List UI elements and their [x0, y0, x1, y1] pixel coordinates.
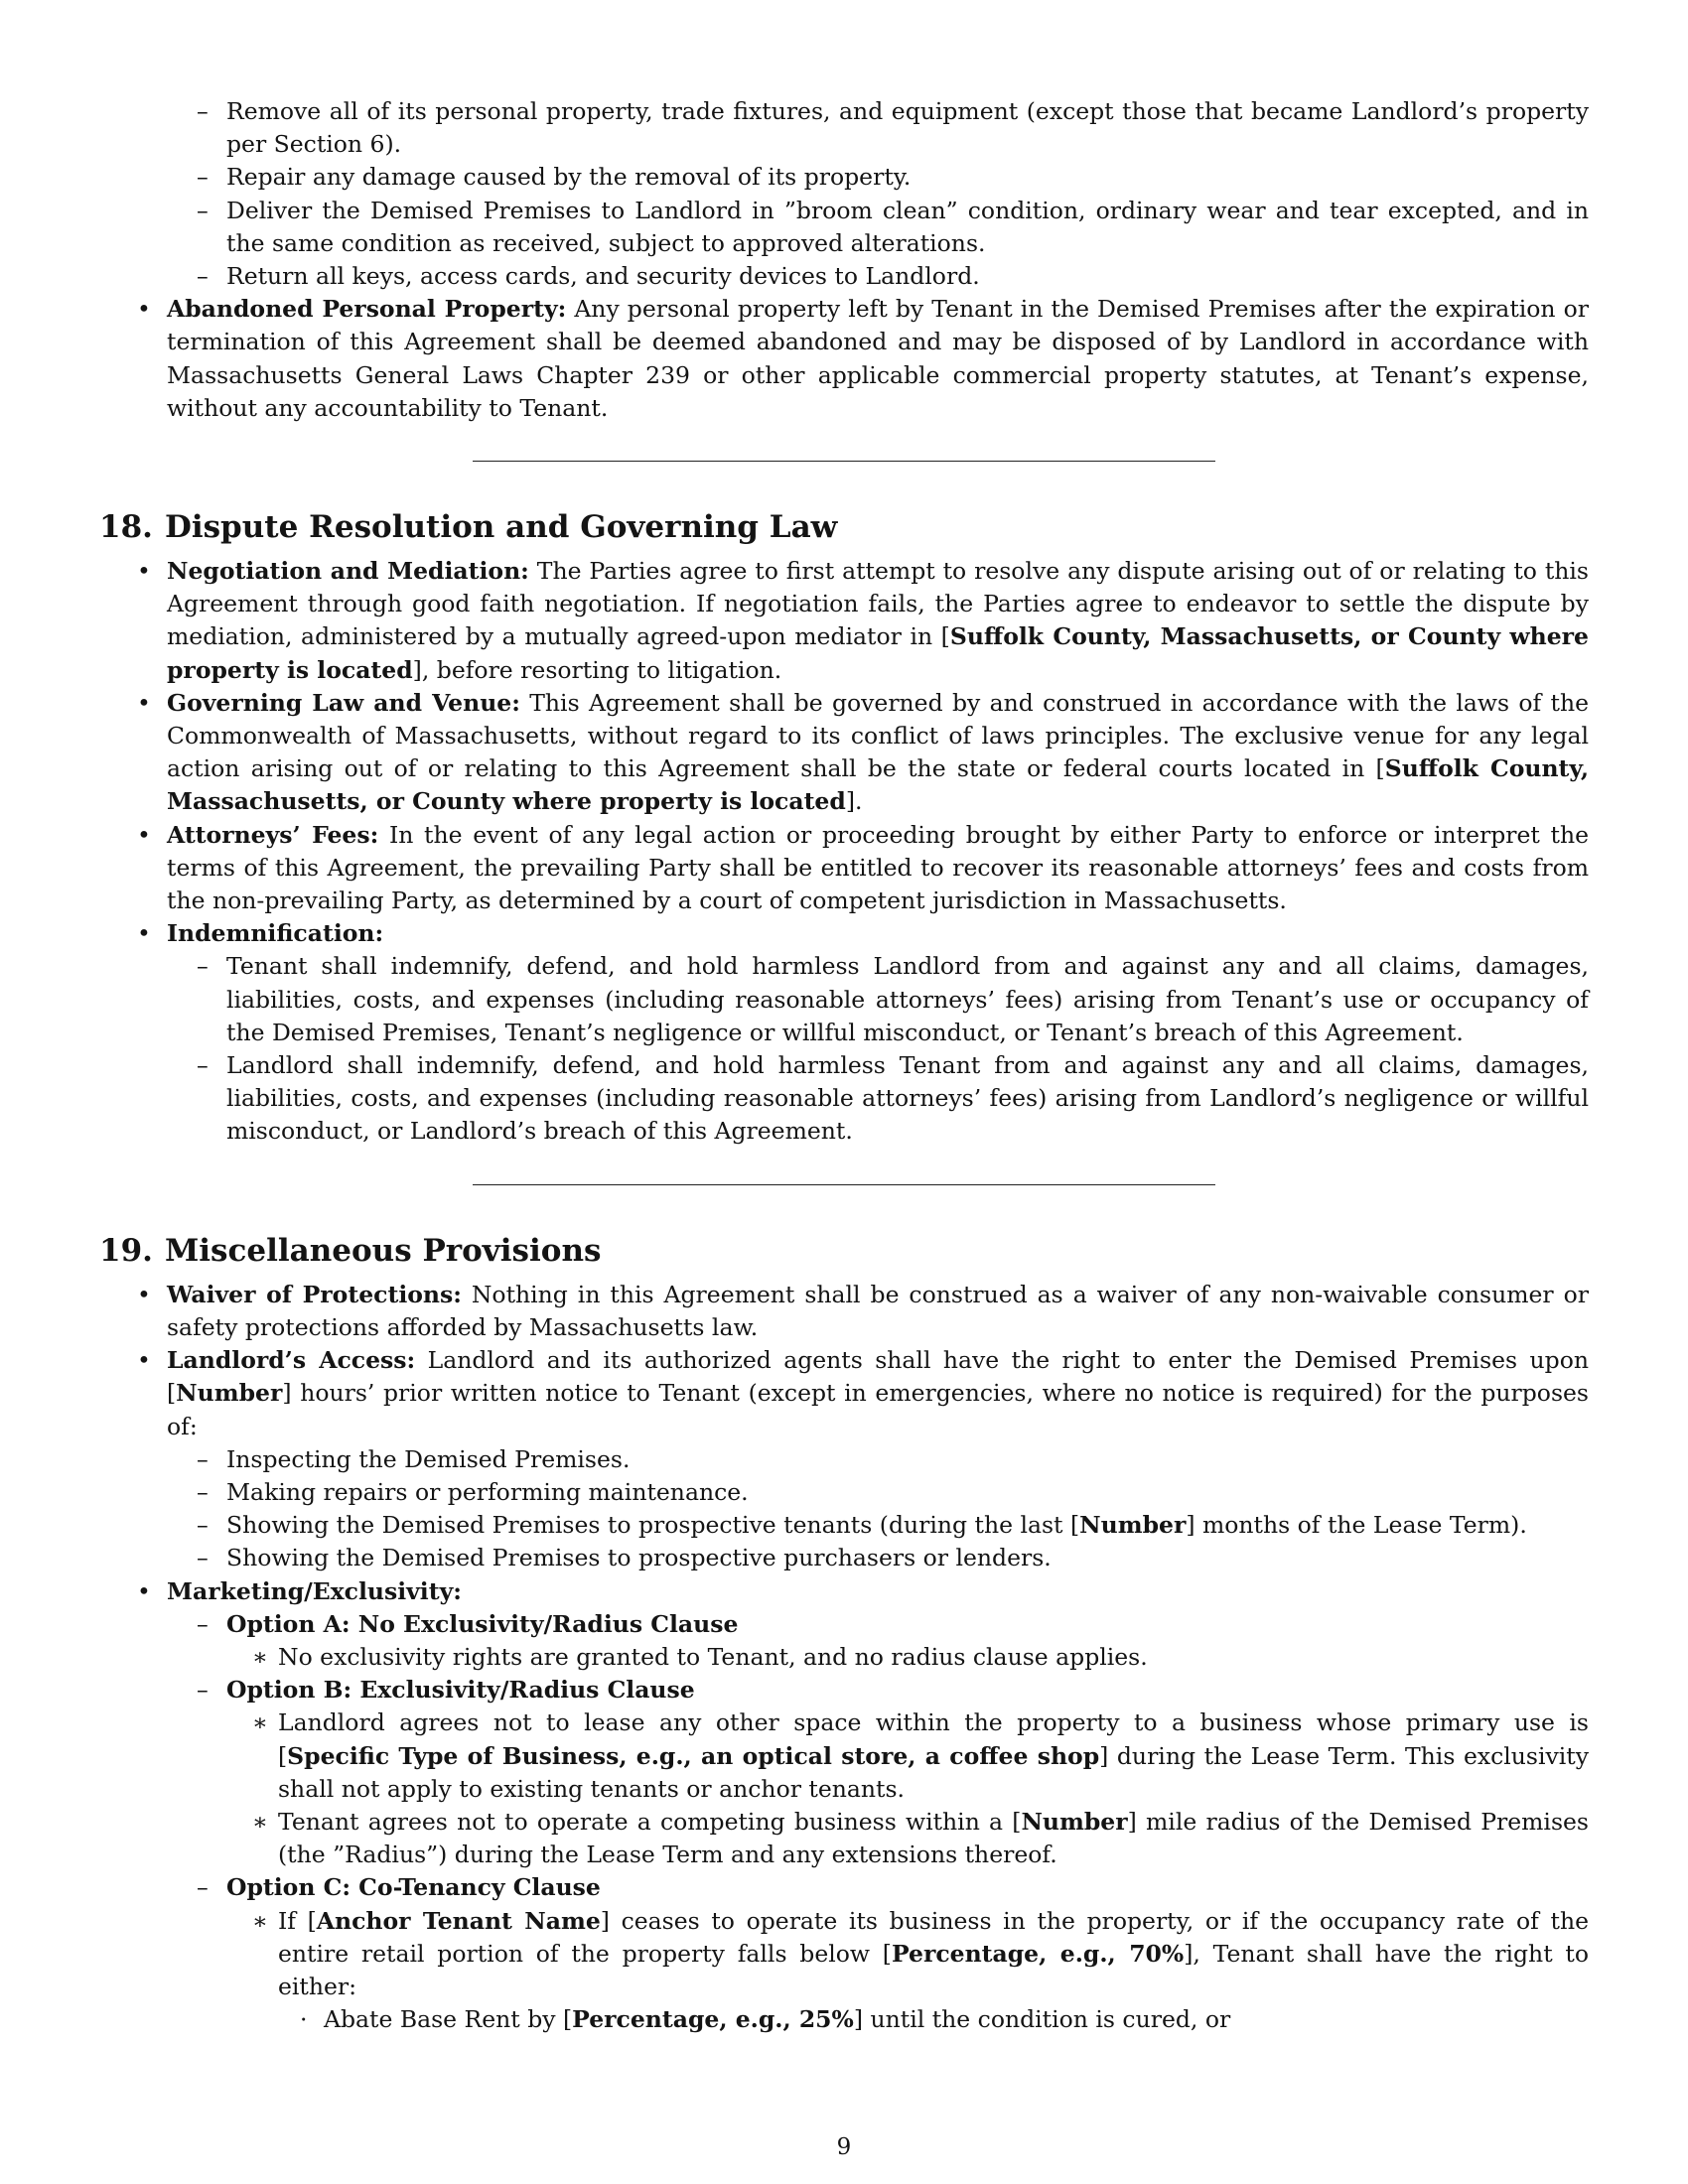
section-title: Dispute Resolution and Governing Law [164, 509, 838, 546]
indemnification-label: Indemnification: [167, 919, 384, 948]
negotiation-end: ], before resorting to litigation. [412, 655, 782, 684]
waiver-label: Waiver of Protections: [167, 1280, 462, 1308]
list-item: – Inspecting the Demised Premises. [167, 1443, 1589, 1476]
option-b-text-end: ] mile radius of the Demised Premises (the ”Radius”) during the Lease Term and any extensions thereof. [278, 1807, 1589, 1869]
section-number: 19. [99, 1232, 153, 1269]
section-19-list [99, 1279, 1589, 2037]
section-18-list [99, 555, 1589, 1149]
abandoned-property-text: Any personal property left by Tenant in the Demised Premises after the expiration or termination of this Agreement shall be deemed abandoned and may be disposed of by Landlord in accordance with Massachusetts General Laws Chapter 239 or other applicable commercial property statutes, at Tenant’s expense, without any accountability to Tenant. [167, 295, 1589, 422]
option-c-text: If [ [278, 1906, 317, 1935]
waiver-item [99, 1279, 1589, 1344]
placeholder-percentage: Percentage, e.g., 25% [572, 2005, 854, 2034]
section-19-heading [99, 1231, 1589, 1271]
list-item: – Remove all of its personal property, trade fixtures, and equipment (except those that became Landlord’s property per Section 6). [99, 95, 1589, 161]
placeholder-county: Suffolk County, Massachusetts, or County where property is located [167, 622, 1589, 684]
option-b-text: Tenant agrees not to operate a competing business within a [ [278, 1807, 1022, 1836]
section-divider [473, 1184, 1215, 1185]
abandoned-property-item [99, 293, 1589, 425]
section-number: 18. [99, 509, 153, 546]
waiver-text: Nothing in this Agreement shall be construed as a waiver of any non-waivable consumer or safety protections afforded by Massachusetts law. [167, 1280, 1589, 1341]
exclusivity-options-list [167, 1608, 1589, 2037]
placeholder-number: Number [176, 1379, 283, 1408]
section-divider [473, 461, 1215, 462]
option-c-list [226, 1905, 1589, 2037]
governing-law-item [99, 687, 1589, 819]
placeholder-number: Number [1079, 1511, 1187, 1540]
option-c-text-mid: ] ceases to operate its business in the property, or if the occupancy rate of the entire retail portion of the property falls below [ [278, 1906, 1589, 1968]
landlord-access-item [99, 1344, 1589, 1574]
option-b-label: Option B: Exclusivity/Radius Clause [226, 1676, 695, 1705]
landlord-access-label: Landlord’s Access: [167, 1346, 416, 1375]
indemnification-item [99, 917, 1589, 1148]
option-b-text: Landlord agrees not to lease any other space within the property to a business whose primary use is [ [278, 1708, 1589, 1770]
landlord-access-text-end: ] hours’ prior written notice to Tenant (except in emergencies, where no notice is required) for the purposes of: [167, 1379, 1589, 1440]
option-b-list [226, 1706, 1589, 1871]
option-a-list [226, 1641, 1589, 1674]
document-page [99, 95, 1589, 2036]
governing-law-label: Governing Law and Venue: [167, 688, 520, 717]
section-title: Miscellaneous Provisions [164, 1232, 602, 1269]
tenants-text: Showing the Demised Premises to prospective tenants (during the last [ [226, 1511, 1080, 1540]
option-c-label: Option C: Co-Tenancy Clause [226, 1873, 601, 1902]
placeholder-percentage: Percentage, e.g., 70% [891, 1939, 1185, 1968]
list-item: – Repair any damage caused by the removal of its property. [99, 161, 1589, 194]
list-item: – Making repairs or performing maintenance. [167, 1476, 1589, 1509]
negotiation-label: Negotiation and Mediation: [167, 557, 529, 586]
list-item [226, 1706, 1589, 1806]
access-purposes-list [167, 1443, 1589, 1575]
marketing-exclusivity-item [99, 1575, 1589, 2037]
list-item: – Tenant shall indemnify, defend, and hold harmless Landlord from and against any and all claims, damages, liabilities, costs, and expenses (including reasonable attorneys’ fees) arising from Tenant’s use or occupancy of the Demised Premises, Tenant’s negligence or willful misconduct, or Tenant’s breach of this Agreement. [167, 950, 1589, 1049]
surrender-list [99, 95, 1589, 293]
attorneys-fees-text: In the event of any legal action or proceeding brought by either Party to enforce or interpret the terms of this Agreement, the prevailing Party shall be entitled to recover its reasonable attorneys’ fees and costs from the non-prevailing Party, as determined by a court of competent jurisdiction in Massachusetts. [167, 820, 1589, 915]
option-b-item [167, 1674, 1589, 1871]
placeholder-number: Number [1021, 1807, 1128, 1836]
indemnification-list [167, 950, 1589, 1148]
option-a-label: Option A: No Exclusivity/Radius Clause [226, 1609, 739, 1638]
abandoned-property-list [99, 293, 1589, 425]
placeholder-anchor-tenant: Anchor Tenant Name [316, 1906, 601, 1935]
landlord-access-text: Landlord and its authorized agents shall have the right to enter the Demised Premises upon [ [167, 1346, 1589, 1408]
attorneys-fees-label: Attorneys’ Fees: [167, 820, 379, 849]
list-item: ∗ No exclusivity rights are granted to Tenant, and no radius clause applies. [226, 1641, 1589, 1674]
negotiation-text: The Parties agree to first attempt to resolve any dispute arising out of or relating to this Agreement through good faith negotiation. If negotiation fails, the Parties agree to endeavor to settle the dispute by mediation, administered by a mutually agreed-upon mediator in [ [167, 557, 1589, 651]
list-item: – Deliver the Demised Premises to Landlord in ”broom clean” condition, ordinary wear and tear excepted, and in the same condition as received, subject to approved alterations. [99, 195, 1589, 260]
list-item [226, 1905, 1589, 2037]
list-item [167, 1509, 1589, 1542]
section-18-heading [99, 507, 1589, 547]
placeholder-business-type: Specific Type of Business, e.g., an optical store, a coffee shop [287, 1741, 1100, 1770]
marketing-exclusivity-label: Marketing/Exclusivity: [167, 1576, 462, 1605]
list-item [278, 2003, 1589, 2036]
page-number: 9 [836, 2134, 852, 2160]
placeholder-county: Suffolk County, Massachusetts, or County where property is located [167, 754, 1589, 816]
option-a-item [167, 1608, 1589, 1674]
abate-text-end: ] until the condition is cured, or [853, 2005, 1231, 2034]
list-item: – Return all keys, access cards, and security devices to Landlord. [99, 260, 1589, 293]
option-b-text-end: ] during the Lease Term. This exclusivity shall not apply to existing tenants or anchor tenants. [278, 1741, 1590, 1803]
list-item: – Landlord shall indemnify, defend, and hold harmless Tenant from and against any and all claims, damages, liabilities, costs, and expenses (including reasonable attorneys’ fees) arising from Landlord’s negligence or willful misconduct, or Landlord’s breach of this Agreement. [167, 1049, 1589, 1149]
tenants-text-end: ] months of the Lease Term). [1186, 1511, 1527, 1540]
co-tenancy-remedies-list [278, 2003, 1589, 2036]
option-c-text-end: ], Tenant shall have the right to either: [278, 1939, 1589, 2000]
attorneys-fees-item [99, 819, 1589, 918]
governing-law-end: ]. [845, 787, 863, 816]
option-c-item [167, 1871, 1589, 2036]
governing-law-text: This Agreement shall be governed by and construed in accordance with the laws of the Commonwealth of Massachusetts, without regard to its conflict of laws principles. The exclusive venue for any legal action arising out of or relating to this Agreement shall be the state or federal courts located in [ [167, 688, 1589, 783]
list-item [226, 1806, 1589, 1871]
abate-text: Abate Base Rent by [ [324, 2005, 573, 2034]
negotiation-item [99, 555, 1589, 687]
abandoned-property-label: Abandoned Personal Property: [167, 295, 567, 324]
list-item: – Showing the Demised Premises to prospective purchasers or lenders. [167, 1542, 1589, 1574]
